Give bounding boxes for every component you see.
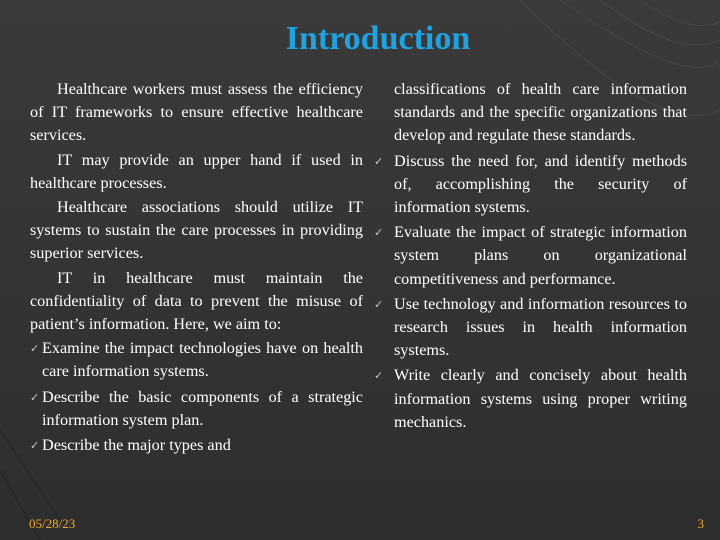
bullet-text: Describe the major types and — [42, 436, 231, 455]
slide-title: Introduction — [285, 20, 471, 57]
bullet-item — [374, 150, 687, 220]
right-column — [374, 78, 687, 436]
bullet-item — [374, 221, 687, 291]
bullet-text: Write clearly and concisely about health information systems using proper writing mechanics. — [394, 366, 687, 431]
checkmark-icon: ✓ — [374, 297, 384, 311]
bullet-text: Describe the basic components of a strategic information system plan. — [42, 387, 363, 429]
bullet-continuation: classifications of health care information standards and the specific organizations that develop and regulate these standards. — [394, 80, 687, 145]
bullet-item — [374, 293, 687, 363]
checkmark-icon: ✓ — [374, 369, 384, 383]
page-number: 3 — [697, 516, 704, 531]
bullet-item — [30, 337, 363, 383]
footer-date: 05/28/23 — [29, 516, 76, 531]
bullet-text: Use technology and information resources to research issues in health information systems. — [394, 294, 687, 360]
bullet-text: Evaluate the impact of strategic information system plans on organizational competitiveness and performance. — [394, 223, 687, 288]
bullet-text: Discuss the need for, and identify methods of, accomplishing the security of information systems. — [394, 151, 687, 217]
checkmark-icon: ✓ — [30, 342, 40, 356]
bullet-item — [374, 364, 687, 434]
left-column — [30, 78, 363, 459]
paragraph-4: IT in healthcare must maintain the confidentiality of data to prevent the misuse of patient’s information. Here, we aim to: — [30, 268, 363, 334]
paragraph-1: Healthcare workers must assess the efficiency of IT frameworks to ensure effective healthcare services. — [30, 80, 363, 145]
bullet-item — [30, 434, 363, 457]
bullet-text: Examine the impact technologies have on health care information systems. — [42, 339, 363, 381]
paragraph-2: IT may provide an upper hand if used in healthcare processes. — [30, 150, 363, 192]
paragraph-3: Healthcare associations should utilize IT systems to sustain the care processes in providing superior services. — [30, 198, 363, 263]
checkmark-icon: ✓ — [30, 390, 40, 404]
checkmark-icon: ✓ — [374, 154, 384, 168]
checkmark-icon: ✓ — [374, 226, 384, 240]
checkmark-icon: ✓ — [30, 439, 40, 453]
bullet-item — [30, 386, 363, 432]
